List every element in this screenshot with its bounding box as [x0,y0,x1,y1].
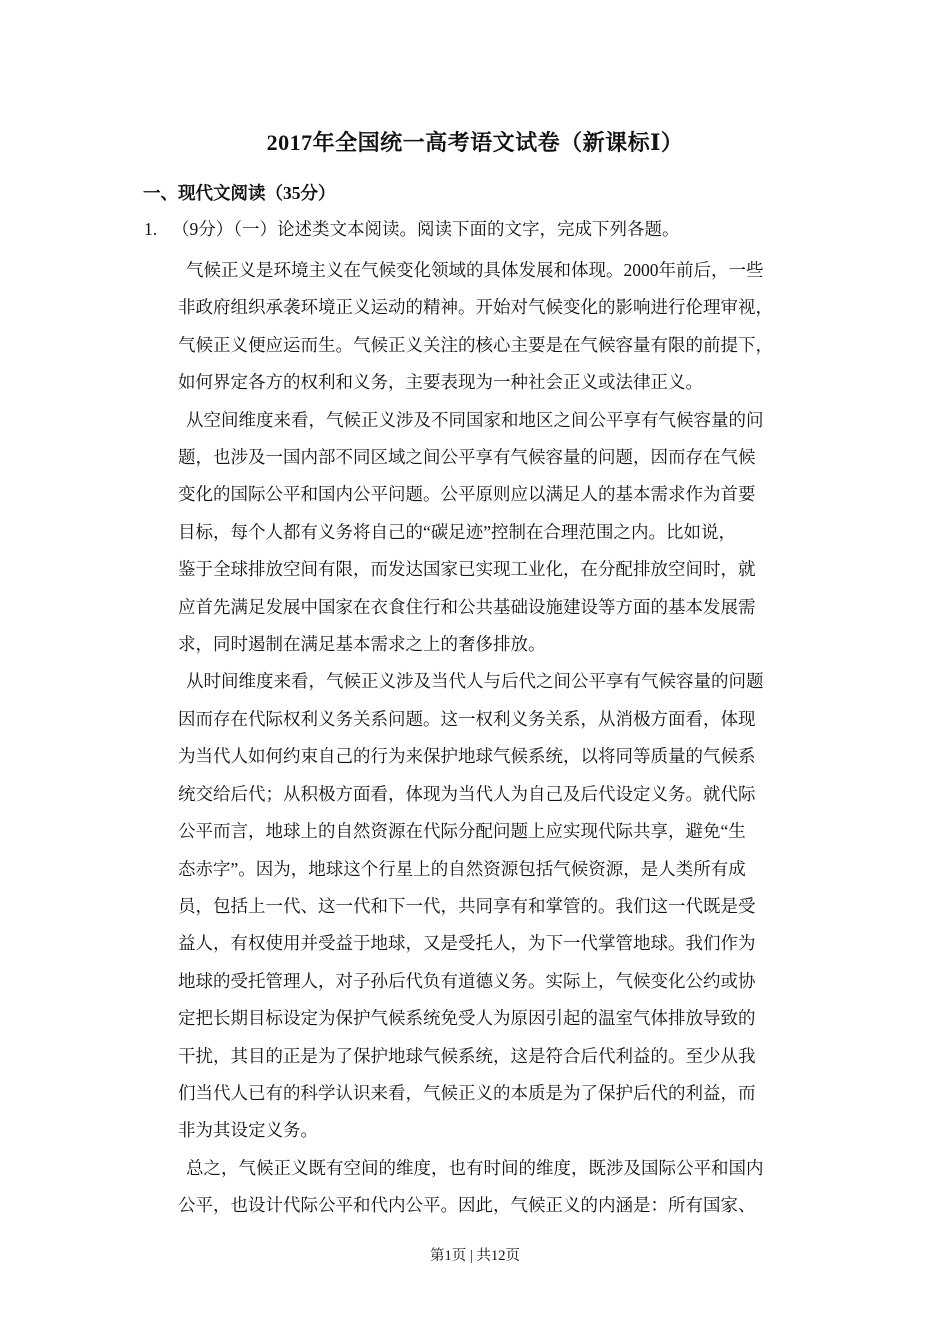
reading-passage [170,252,820,1225]
text-line: 因而存在代际权利义务关系问题。这一权利义务关系，从消极方面看，体现 [178,708,756,729]
text-line: 地球的受托管理人，对子孙后代负有道德义务。实际上，气候变化公约或协 [178,970,756,991]
text-line: 干扰，其目的正是为了保护地球气候系统，这是符合后代利益的。至少从我 [178,1045,756,1066]
text-line: 公平，也设计代际公平和代内公平。因此，气候正义的内涵是：所有国家、 [178,1195,756,1216]
text-line: 为当代人如何约束自己的行为来保护地球气候系统，以将同等质量的气候系 [178,746,756,767]
text-line: 应首先满足发展中国家在衣食住行和公共基础设施建设等方面的基本发展需 [178,596,756,617]
text-line: 统交给后代；从积极方面看，体现为当代人为自己及后代设定义务。就代际 [178,783,756,804]
page-footer: 第1页 | 共12页 [430,1248,520,1264]
text-line: 总之，气候正义既有空间的维度，也有时间的维度，既涉及国际公平和国内 [186,1157,764,1178]
text-line: 如何界定各方的权利和义务，主要表现为一种社会正义或法律正义。 [178,372,703,393]
page-title: 2017年全国统一高考语文试卷（新课标Ⅰ） [266,130,684,155]
text-line: 们当代人已有的科学认识来看，气候正义的本质是为了保护后代的利益，而 [178,1082,756,1103]
paragraph-4 [170,1150,820,1225]
text-line: 气候正义是环境主义在气候变化领域的具体发展和体现。2000年前后，一些 [186,260,764,280]
text-line: 公平而言，地球上的自然资源在代际分配问题上应实现代际共享，避免“生 [178,821,746,842]
question-prompt [144,216,680,241]
text-line: 气候正义便应运而生。气候正义关注的核心主要是在气候容量有限的前提下， [178,334,773,355]
question-number: 1. [144,219,158,239]
text-line: 目标，每个人都有义务将自己的“碳足迹”控制在合理范围之内。比如说， [178,521,737,542]
text-line: 非政府组织承袭环境正义运动的精神。开始对气候变化的影响进行伦理审视， [178,297,773,318]
text-line: 定把长期目标设定为保护气候系统免受人为原因引起的温室气体排放导致的 [178,1008,756,1029]
text-line: 员，包括上一代、这一代和下一代，共同享有和掌管的。我们这一代既是受 [178,895,756,916]
paragraph-3 [170,663,820,1149]
text-line: 求，同时遏制在满足基本需求之上的奢侈排放。 [178,634,546,655]
text-line: 益人，有权使用并受益于地球，又是受托人，为下一代掌管地球。我们作为 [178,933,756,954]
text-line: 非为其设定义务。 [178,1120,318,1141]
question-text: （9分）（一）论述类文本阅读。阅读下面的文字，完成下列各题。 [172,219,680,239]
section-heading: 一、现代文阅读（35分） [143,183,336,203]
paragraph-2 [170,402,820,664]
paragraph-1 [170,252,820,402]
text-line: 态赤字”。因为，地球这个行星上的自然资源包括气候资源，是人类所有成 [178,858,746,879]
text-line: 变化的国际公平和国内公平问题。公平原则应以满足人的基本需求作为首要 [178,484,756,505]
text-line: 鉴于全球排放空间有限，而发达国家已实现工业化，在分配排放空间时，就 [178,559,756,580]
text-line: 从空间维度来看，气候正义涉及不同国家和地区之间公平享有气候容量的问 [186,409,764,430]
text-line: 题，也涉及一国内部不同区域之间公平享有气候容量的问题，因而存在气候 [178,447,756,468]
text-line: 从时间维度来看，气候正义涉及当代人与后代之间公平享有气候容量的问题 [186,671,764,692]
